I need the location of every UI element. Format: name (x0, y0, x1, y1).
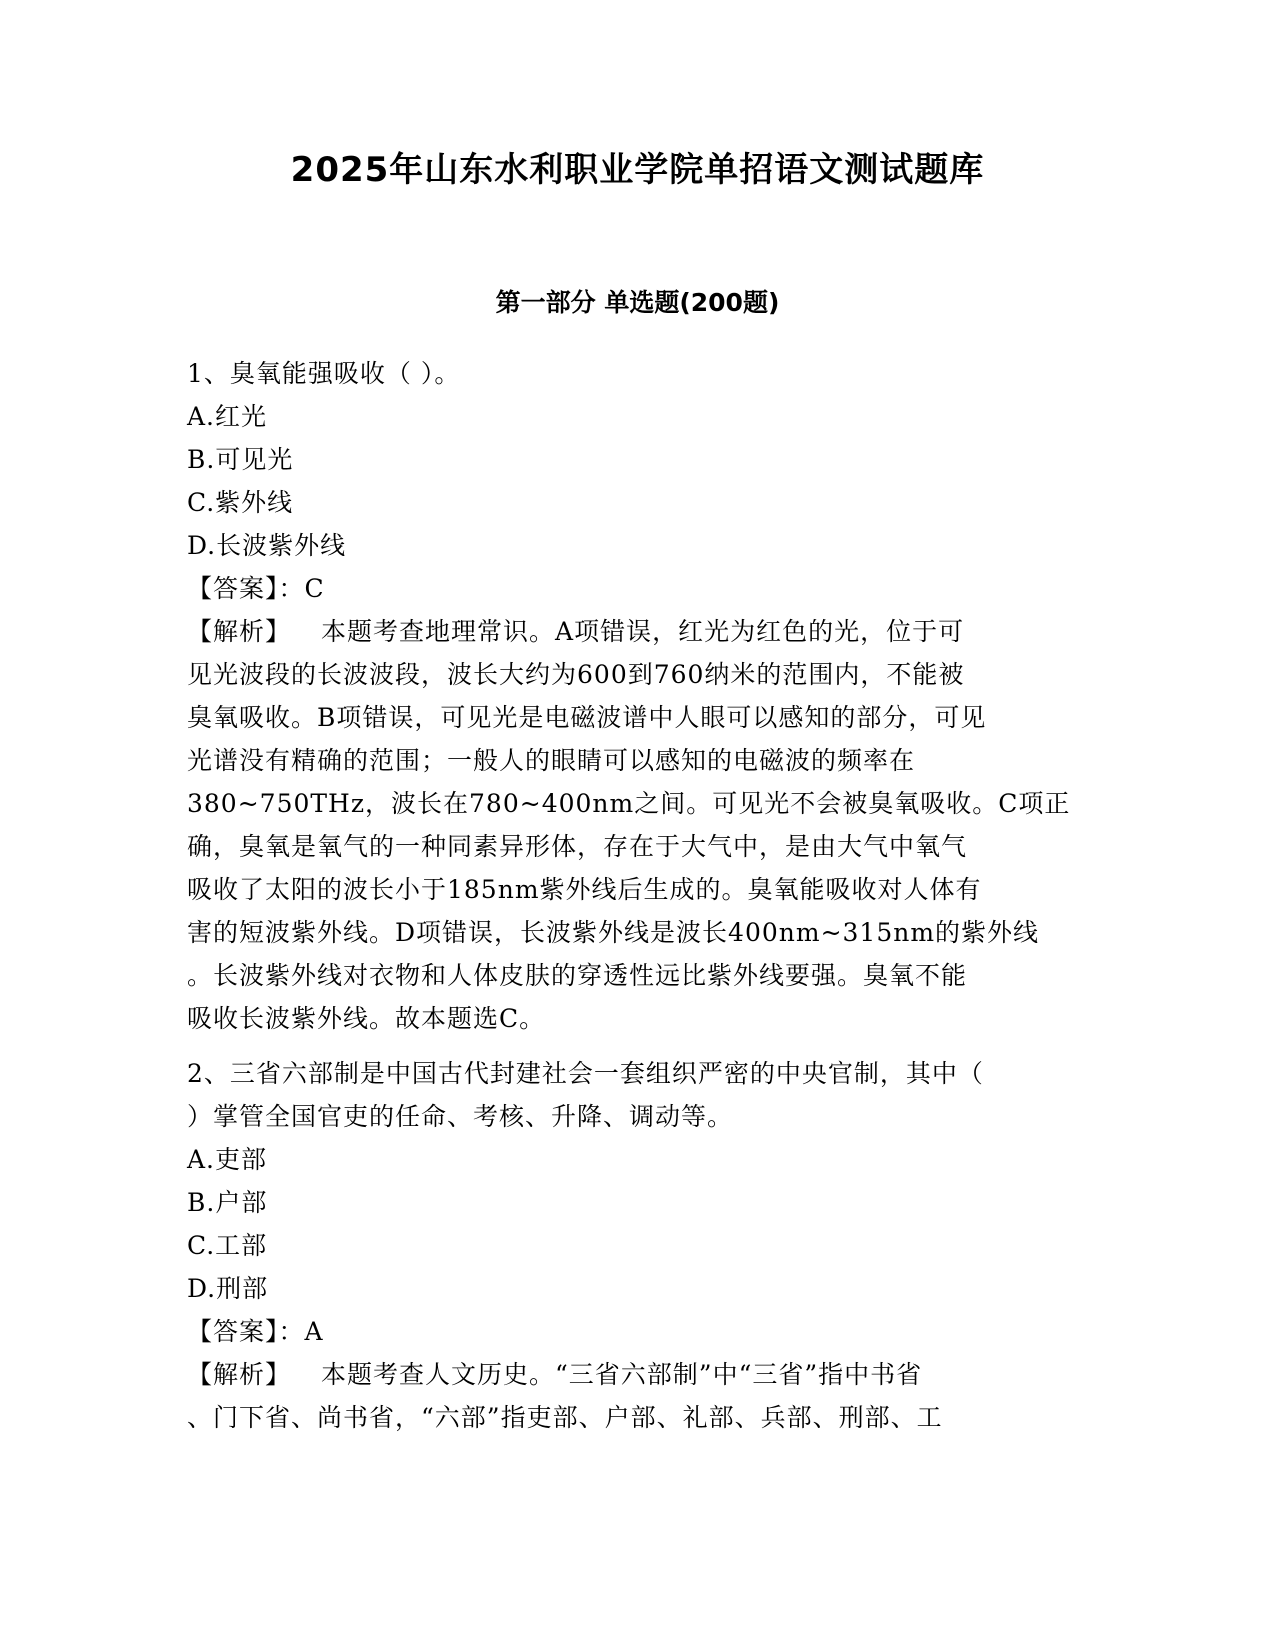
answer-value: A (304, 1317, 324, 1346)
explanation-line (187, 1353, 1083, 1396)
explanation-text: 。长波紫外线对衣物和人体皮肤的穿透性远比紫外线要强。臭氧不能 (187, 961, 968, 990)
question-stem: ）掌管全国官吏的任命、考核、升降、调动等。 (187, 1102, 734, 1131)
explanation-text: 、门下省、尚书省，“六部”指吏部、户部、礼部、兵部、刑部、工 (187, 1403, 943, 1432)
explanation-text: 吸收了太阳的波长小于185nm紫外线后生成的。臭氧能吸收对人体有 (187, 875, 982, 904)
option-d: D.长波紫外线 (187, 531, 347, 560)
option-a: A.红光 (187, 402, 268, 431)
explanation-text: 吸收长波紫外线。故本题选C。 (187, 1004, 546, 1033)
option-c: C.紫外线 (187, 488, 294, 517)
explanation-text: 380~750THz，波长在780~400nm之间。可见光不会被臭氧吸收。C项正 (187, 789, 1071, 818)
explanation-label: 【解析】 (187, 617, 292, 646)
option-d: D.刑部 (187, 1274, 269, 1303)
explanation-text: 害的短波紫外线。D项错误，长波紫外线是波长400nm~315nm的紫外线 (187, 918, 1040, 947)
answer-label: 【答案】： (187, 1317, 305, 1346)
explanation-line (187, 610, 1083, 653)
answer-label: 【答案】： (187, 574, 305, 603)
question-stem: 2、三省六部制是中国古代封建社会一套组织严密的中央官制，其中（ (187, 1059, 984, 1088)
explanation-text: 确，臭氧是氧气的一种同素异形体，存在于大气中，是由大气中氧气 (187, 832, 968, 861)
option-b: B.户部 (187, 1188, 268, 1217)
answer-value: C (304, 574, 325, 603)
explanation-text: 臭氧吸收。B项错误，可见光是电磁波谱中人眼可以感知的部分，可见 (187, 703, 987, 732)
explanation-text: 本题考查人文历史。“三省六部制”中“三省”指中书省 (321, 1360, 923, 1389)
question-stem: 1、臭氧能强吸收（ ）。 (187, 359, 461, 388)
explanation-label: 【解析】 (187, 1360, 292, 1389)
explanation-text: 光谱没有精确的范围；一般人的眼睛可以感知的电磁波的频率在 (187, 746, 916, 775)
option-a: A.吏部 (187, 1145, 268, 1174)
question-1 (187, 352, 1083, 1040)
answer-line (187, 567, 1083, 610)
question-list (187, 352, 1083, 1439)
option-b: B.可见光 (187, 445, 294, 474)
section-title: 第一部分 单选题(200题) (495, 288, 780, 317)
explanation-text: 见光波段的长波波段，波长大约为600到760纳米的范围内，不能被 (187, 660, 965, 689)
question-2 (187, 1052, 1083, 1439)
option-c: C.工部 (187, 1231, 268, 1260)
document-title: 2025年山东水利职业学院单招语文测试题库 (290, 150, 985, 190)
answer-line (187, 1310, 1083, 1353)
explanation-text: 本题考查地理常识。A项错误，红光为红色的光，位于可 (321, 617, 965, 646)
